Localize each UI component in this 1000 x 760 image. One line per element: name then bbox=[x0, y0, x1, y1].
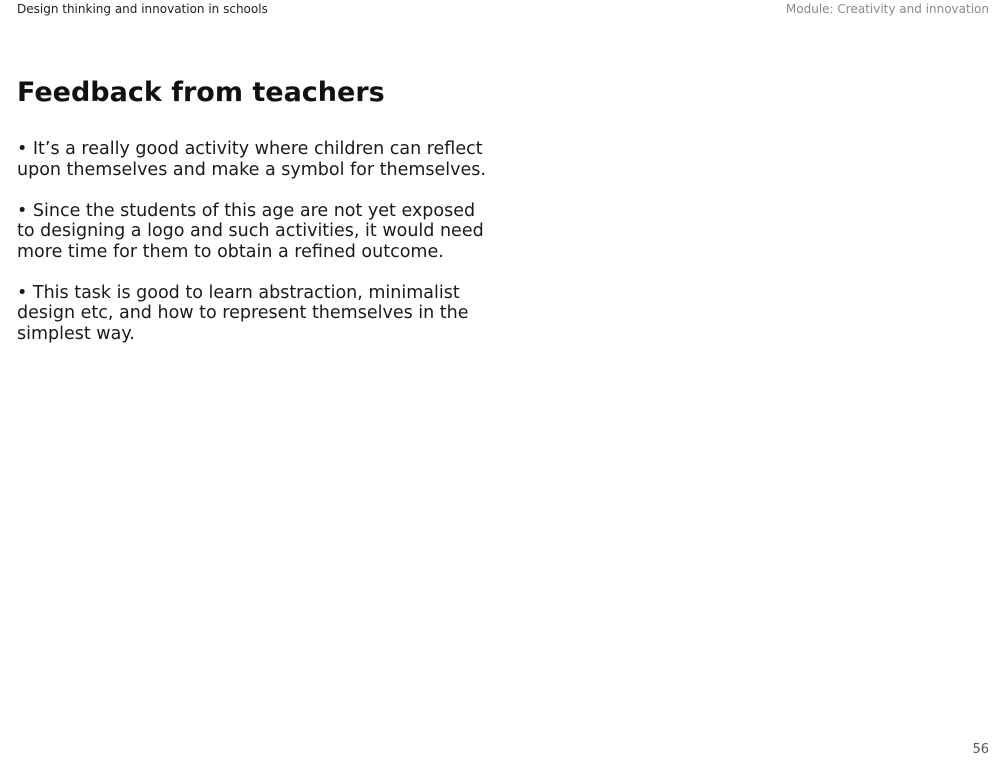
page-title: Feedback from teachers bbox=[17, 77, 385, 108]
feedback-item: • This task is good to learn abstraction, minimalist design etc, and how to represent themselves in the simplest way. bbox=[17, 282, 469, 344]
module-label: Module: Creativity and innovation bbox=[785, 2, 989, 16]
feedback-item: • Since the students of this age are not yet exposed to designing a logo and such activities, it would need more time for them to obtain a refined outcome. bbox=[17, 200, 484, 262]
page-number: 56 bbox=[972, 742, 989, 757]
feedback-list bbox=[17, 139, 487, 365]
course-title: Design thinking and innovation in schools bbox=[17, 2, 268, 16]
feedback-item: • It’s a really good activity where children can reflect upon themselves and make a symbol for themselves. bbox=[17, 139, 486, 180]
